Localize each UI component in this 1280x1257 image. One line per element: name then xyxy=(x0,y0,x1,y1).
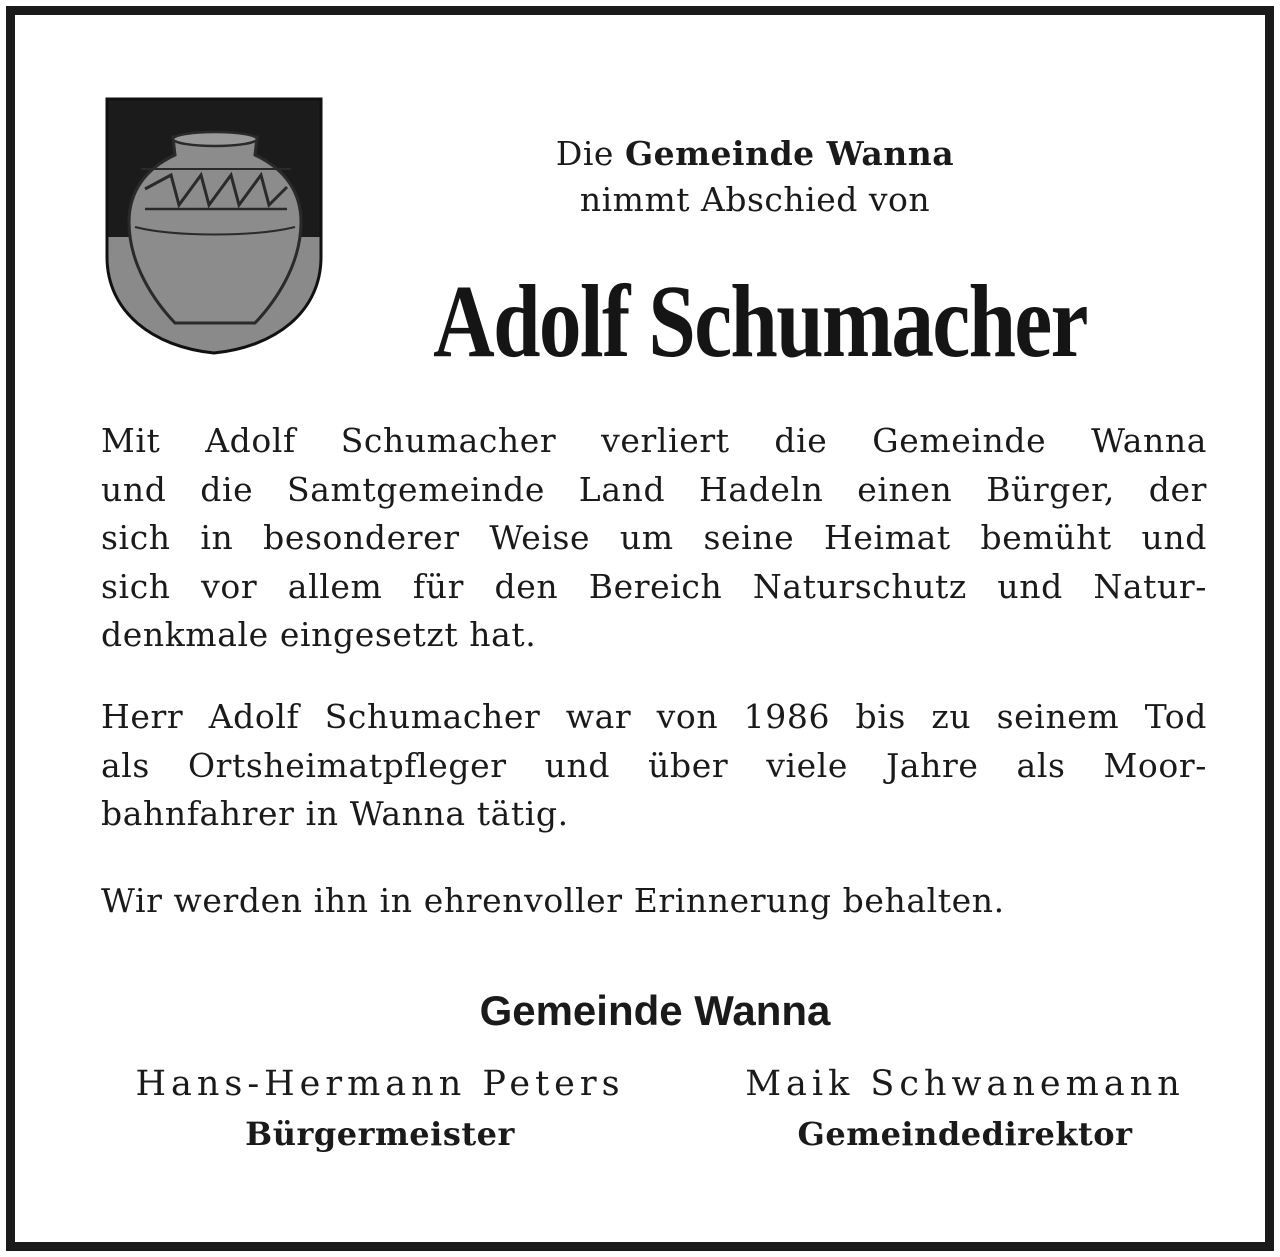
signatory-title: Gemeindedirektor xyxy=(797,1115,1133,1153)
paragraph-line: Mit Adolf Schumacher verliert die Gemeinde Wanna xyxy=(101,421,1207,460)
paragraph-2 xyxy=(101,693,1207,839)
signature-organization: Gemeinde Wanna xyxy=(479,987,831,1034)
paragraph-line: Wir werden ihn in ehrenvoller Erinnerung behalten. xyxy=(101,881,1005,920)
signatory-left xyxy=(95,1059,665,1159)
paragraph-1 xyxy=(101,417,1207,660)
paragraph-line: sich in besonderer Weise um seine Heimat bemüht und xyxy=(101,518,1207,557)
paragraph-line: und die Samtgemeinde Land Hadeln einen Bürger, der xyxy=(101,469,1207,509)
paragraph-line: denkmale eingesetzt hat. xyxy=(101,615,537,654)
paragraph-line: als Ortsheimatpfleger und über viele Jahre als Moor- xyxy=(101,745,1207,785)
intro-line-2: nimmt Abschied von xyxy=(579,180,931,219)
deceased-name: Adolf Schumacher xyxy=(433,264,1087,379)
paragraph-line: bahnfahrer in Wanna tätig. xyxy=(101,794,569,833)
intro-line-1 xyxy=(485,131,1025,177)
obituary-notice-frame xyxy=(6,6,1274,1251)
signatory-right xyxy=(705,1059,1225,1159)
paragraph-line: sich vor allem für den Bereich Naturschutz und Natur- xyxy=(101,566,1207,606)
signatory-name: Hans-Hermann Peters xyxy=(135,1064,625,1104)
paragraph-3 xyxy=(101,877,1207,926)
paragraph-line: Herr Adolf Schumacher war von 1986 bis zu seinem Tod xyxy=(101,697,1207,736)
signatory-title: Bürgermeister xyxy=(245,1115,515,1153)
signatory-name: Maik Schwanemann xyxy=(745,1064,1185,1104)
urn-coat-of-arms-icon xyxy=(105,97,323,355)
intro-prefix: Die xyxy=(555,134,614,173)
intro-organization: Gemeinde Wanna xyxy=(624,134,955,173)
